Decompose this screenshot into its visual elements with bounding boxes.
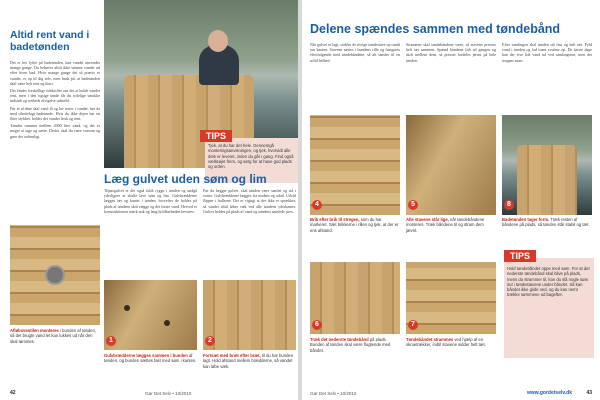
left-headline: Altid rent vand i badetønden xyxy=(10,29,90,53)
step-text: af tønden, og bunden sættes fast med søm i kanten. xyxy=(104,353,197,364)
left-lower-col1: Tilpasgulvet er det også fuldt rygge i tønden og undgå yderligere at skulle lave søm og lim. Gulvbrædderne lægges tæt og kantet i tønden, hvorefter de holdes på plads af tøndens skrå vægge og det første vand. Herved er konstruktionen stærk nok og lang holdbarheden bevares. xyxy=(104,188,197,214)
step-number: 5 xyxy=(408,200,418,210)
step-number: 8 xyxy=(504,200,514,210)
drain-photo xyxy=(10,225,100,325)
step-7-photo xyxy=(406,262,496,334)
step-1-caption xyxy=(104,353,197,364)
step-title: Badetønden tager form. xyxy=(502,217,550,222)
step-8-photo xyxy=(502,115,592,215)
right-col2: Strammet skal tøndebåndene være, så stavene presses helt tæt sammen. Spænd båndene lidt ad gangen og skift mellem dem, så presset fordeles jævnt på hele tønden. xyxy=(406,42,496,63)
step-2-photo xyxy=(203,280,296,350)
step-6-caption xyxy=(310,337,400,353)
step-title: Brik efter brik til stregen, xyxy=(310,217,360,222)
tips-label: TIPS xyxy=(200,130,232,142)
tips-label: TIPS xyxy=(504,250,536,262)
left-body-1: Der findes forskellige tidskrifter om det at holde vandet rent, men i den rigtige tønde får du tydelige smukke indstøb og renheds afvigelse udmeld. xyxy=(10,88,100,104)
board-hole xyxy=(124,305,130,311)
step-number: 2 xyxy=(205,336,215,346)
left-lower-headline: Læg gulvet uden søm og lim xyxy=(104,172,267,186)
step-text: til du har bunden lagt. Hold afstand mellem brædderne, så vandet kan løbe væk. xyxy=(203,353,294,369)
step-text: ved hjælp af en skruetrækker, indtil stavene sidder helt tæt. xyxy=(406,337,486,348)
step-text: på plads. Bunden af tønden skal være flugtende med båndet. xyxy=(310,337,391,353)
left-page xyxy=(0,0,298,400)
right-col1: Når gulvet er lagt, stables de øvrige tøndestave op rundt om kanten. Stavene sættes i bundens rille og fastgøres efterfølgende med tøndebåndene, så alt samles til en solid helhed. xyxy=(310,42,400,63)
step-4-caption xyxy=(310,217,400,233)
step-2-caption xyxy=(203,353,296,369)
right-page-number: 43 xyxy=(586,390,592,396)
left-intro-column xyxy=(10,60,100,141)
left-lower-col2: Før du lægger gulvet, skal tønden være samlet og stå i vatter. Gulvbrædderne lægges fra midten og udad. Udvid flipper i hullerne. Det er vigtigt at der ikke er sprækker, så vandet altid løber væk ved alle tøndens yderkanter. Gulvet holdes på plads af vand og tøndens samlede pres. xyxy=(203,188,296,214)
step-text: Træk resten af båndene på plads, så tønden står stabil og tæt. xyxy=(502,217,590,228)
drain-caption-label: Afløbsventilen monteres xyxy=(10,328,59,333)
drain-valve xyxy=(45,265,65,285)
right-col3: Efter samlingen skal tønden stå fast og helt tæt. Fyld vand i tønden og lad træet svulme op. De første dage kan der sive lidt vand ud ved samlingerne, men det stopper snart. xyxy=(502,42,592,63)
left-body-2: Før et af dine skal vand få og lav tester i vandet, hør da med tilrettelagt badetønde. Hvis du ikke dejen har en flere stykker, holder det vandet frisk og rent. xyxy=(10,105,100,122)
drain-caption xyxy=(10,328,100,344)
step-4-photo xyxy=(310,115,400,215)
step-5-caption xyxy=(406,217,496,233)
step-number: 1 xyxy=(106,336,116,346)
step-text: når tøndebåndene monteres. Træk båndene til og stram dem jævnt. xyxy=(406,217,485,233)
step-title: Tøndebåndet strammes xyxy=(406,337,454,342)
step-number: 6 xyxy=(312,320,322,330)
step-title: Fortsæt med bræt efter bræt, xyxy=(203,353,261,358)
step-title: Træk det nederste tøndebånd xyxy=(310,337,369,342)
right-footer-mag: Gør Det Selv • 10/2010 xyxy=(310,391,357,396)
left-intro: Det er her lyftet på badetønden, kan vandet anvendes mange gange. Du behøver altså ikke tømme vandet ud efter hvert bad. Hvor mange gange det så præcis er vandet, er op til dig selv, men husk på, at badetønden skal være helt rent og klart. xyxy=(10,60,100,86)
left-footer-mag: Gør Det Selv • 10/2010 xyxy=(145,391,192,396)
step-1-photo xyxy=(104,280,197,350)
step-5-photo xyxy=(406,115,496,215)
step-title: Alle stavene står lige, xyxy=(406,217,449,222)
footer-url[interactable]: www.gordetselv.dk xyxy=(526,390,572,396)
step-7-caption xyxy=(406,337,496,348)
step-6-photo xyxy=(310,262,400,334)
step-number: 7 xyxy=(408,320,418,330)
person-head xyxy=(208,30,228,52)
drain-caption-text: i bunden af tønden, så det brugte vand let kan lukkes ud når den skal tømmes. xyxy=(10,328,97,344)
tub-photo-part xyxy=(517,145,577,215)
board-hole xyxy=(164,320,170,326)
step-text: som du har markeret. Sæt brikkerne i rillen og tjek, at der er ens afstand. xyxy=(310,217,399,233)
step-8-caption xyxy=(502,217,592,228)
tips-text: Tjek, at du har det hele. Gennemgå monteringsanvisningen, og tjek, hvorvidt alle dele er leveret, inden du går i gang. Find også værktøjet frem, og sørg for at have god plads og orden. xyxy=(208,143,294,170)
step-number: 4 xyxy=(312,200,322,210)
left-page-number: 42 xyxy=(10,390,16,396)
left-body-3: Tønden rummer mellem 2000 liter vand, og det er meget at tage og sætte. Derfor skal du være varsom og gøre det ordentligt. xyxy=(10,123,100,139)
right-page xyxy=(302,0,600,400)
tips-text: Hold tøndebåndet oppe med søm. For at det nederste tøndebånd skal blive på plads, mens du strammer til, kan du slå nogle søm ind i tøndestavene under båndet. Så kan båndet ikke glide ned, og du kan nemt trække sømmene ud bagefter. xyxy=(507,266,590,298)
step-title: Gulvbrædderne lægges sammen i bunden xyxy=(104,353,188,358)
right-headline: Delene spændes sammen med tøndebånd xyxy=(310,22,561,36)
